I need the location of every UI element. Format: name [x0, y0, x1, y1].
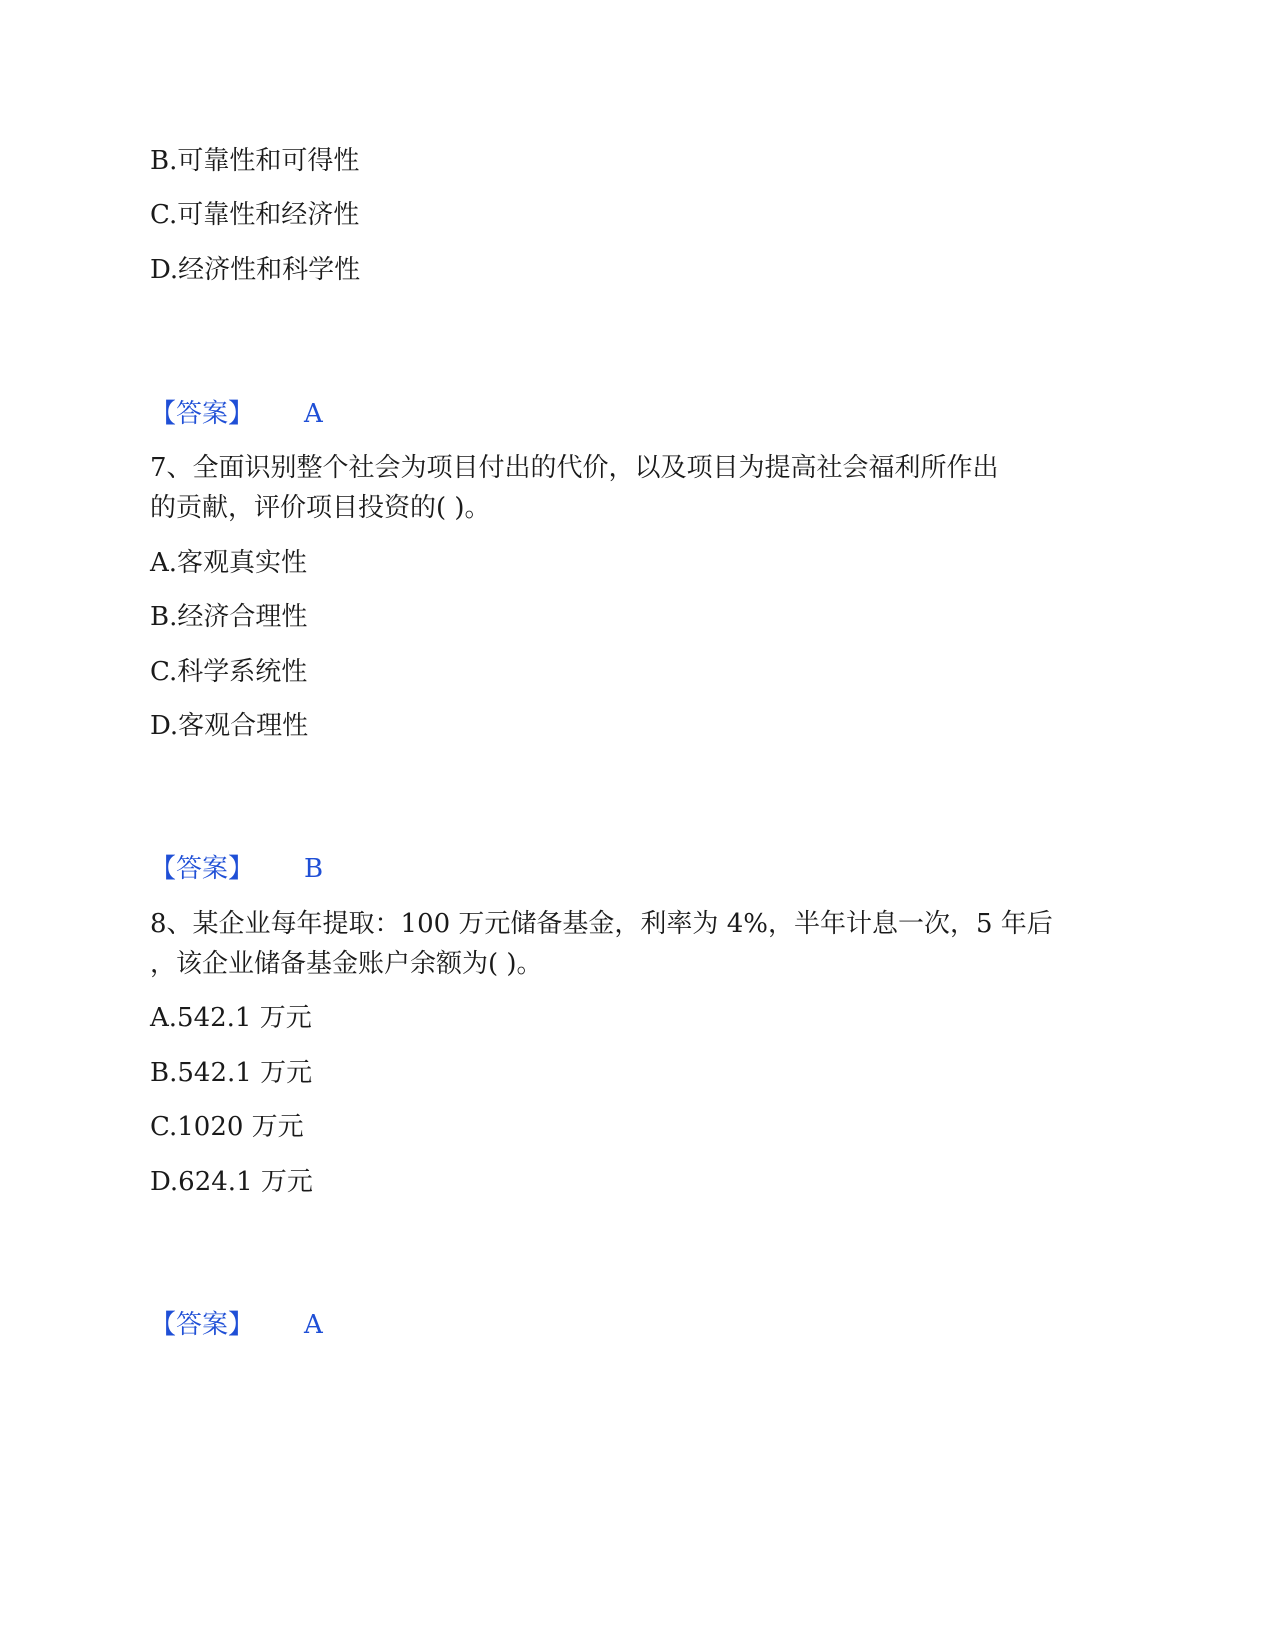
q7-stem-line-1: 7、全面识别整个社会为项目付出的代价，以及项目为提高社会福利所作出 — [150, 453, 999, 483]
q8-option-a: A.542.1 万元 — [150, 1003, 312, 1033]
q7-option-b: B.经济合理性 — [150, 602, 308, 632]
q7-answer — [150, 852, 323, 886]
q7-option-c: C.科学系统性 — [150, 657, 308, 687]
q7-stem-line-2: 的贡献，评价项目投资的( )。 — [150, 493, 491, 523]
q8-answer — [150, 1308, 323, 1342]
answer-value: B — [304, 854, 324, 884]
q8-option-d: D.624.1 万元 — [150, 1167, 313, 1197]
answer-label: 【答案】 — [150, 1310, 255, 1340]
answer-value: A — [304, 1310, 323, 1340]
q8-stem-line-1: 8、某企业每年提取：100 万元储备基金，利率为 4%，半年计息一次，5 年后 — [150, 909, 1053, 939]
q6-option-c: C.可靠性和经济性 — [150, 200, 360, 230]
q7-option-a: A.客观真实性 — [150, 548, 308, 578]
q6-option-d: D.经济性和科学性 — [150, 255, 361, 285]
q6-option-b: B.可靠性和可得性 — [150, 146, 360, 176]
q7-option-d: D.客观合理性 — [150, 711, 309, 741]
q8-stem-line-2: ，该企业储备基金账户余额为( )。 — [150, 949, 543, 979]
answer-value: A — [304, 399, 323, 429]
q8-option-c: C.1020 万元 — [150, 1112, 304, 1142]
answer-label: 【答案】 — [150, 854, 255, 884]
q8-option-b: B.542.1 万元 — [150, 1058, 313, 1088]
answer-label: 【答案】 — [150, 399, 255, 429]
q6-answer — [150, 397, 323, 431]
